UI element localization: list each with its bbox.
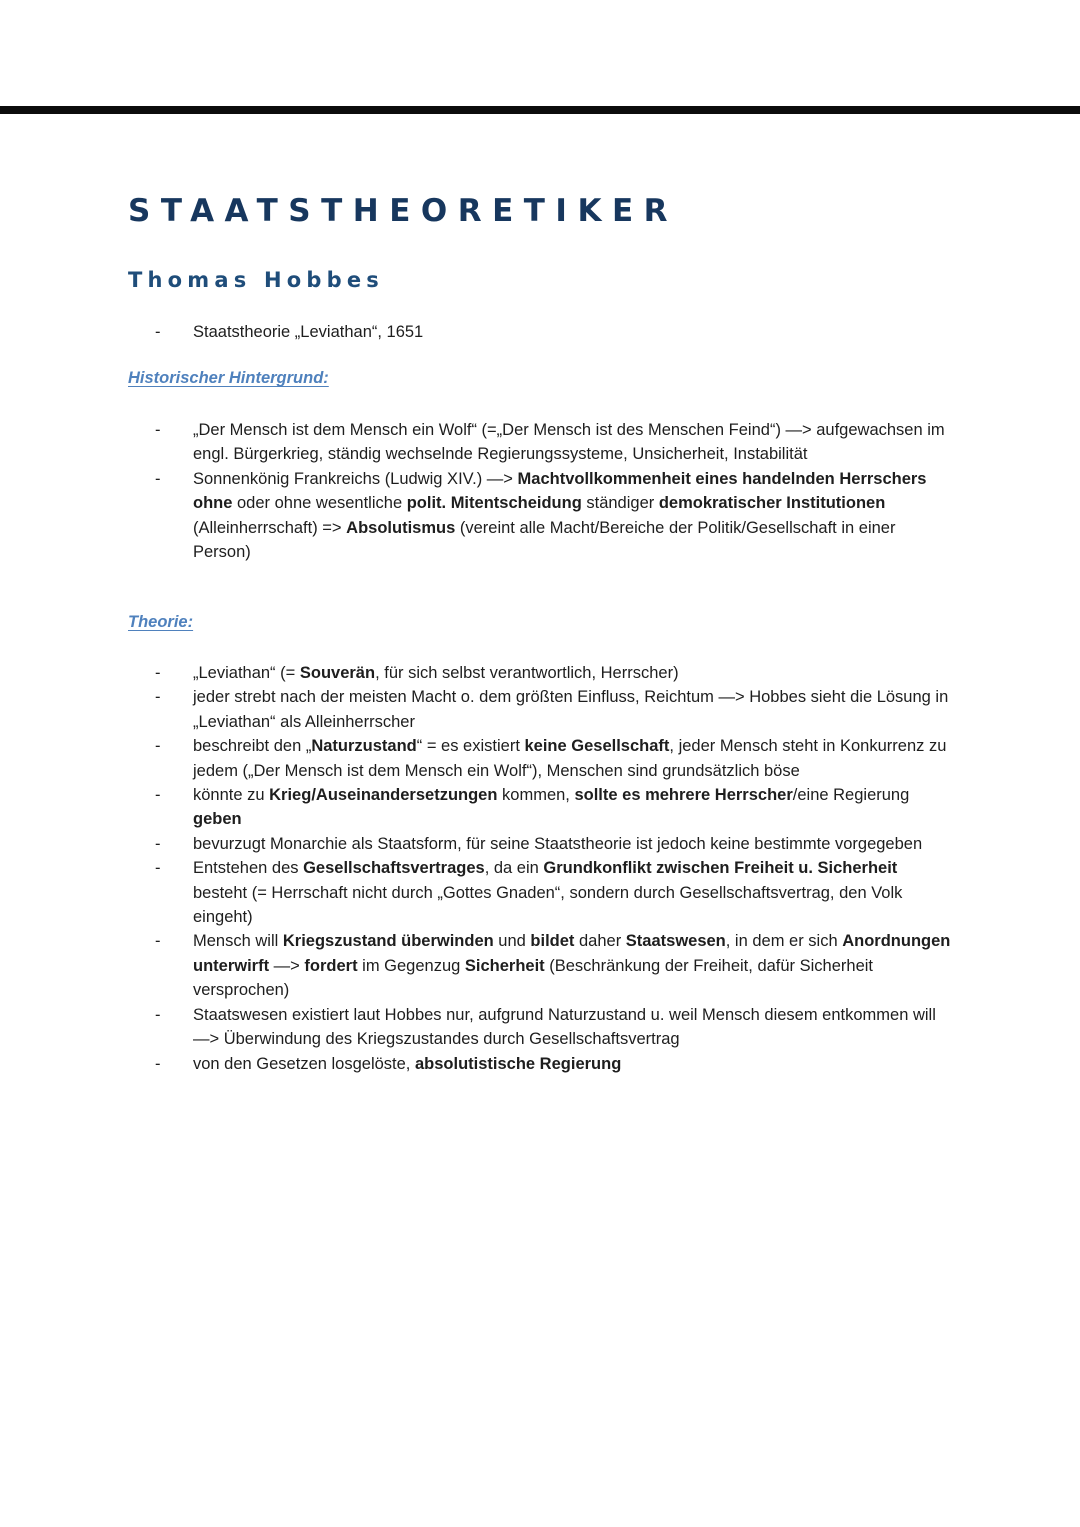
- text-run: und: [493, 932, 531, 951]
- document-subtitle: Thomas Hobbes: [128, 268, 384, 292]
- bold-text-run: sollte es mehrere Herrscher: [574, 786, 793, 805]
- text-run: , für sich selbst verantwortlich, Herrscher): [375, 664, 679, 682]
- text-run: Staatstheorie „Leviathan“, 1651: [193, 323, 424, 341]
- list-item-text: [193, 859, 902, 926]
- theorie-list: [0, 661, 1080, 1076]
- document-title: STAATSTHEORETIKER: [128, 193, 679, 229]
- text-run: im Gegenzug: [357, 956, 465, 975]
- list-item-text: [193, 421, 945, 463]
- bullet-dash: -: [155, 932, 161, 951]
- list-item: [0, 832, 1080, 856]
- list-item-text: [193, 664, 679, 682]
- list-item: [0, 929, 1080, 1002]
- bold-text-run: fordert: [304, 956, 358, 975]
- bold-text-run: Absolutismus: [346, 518, 456, 537]
- bold-text-run: Naturzustand: [311, 737, 417, 756]
- list-item: [0, 467, 1080, 565]
- bold-text-run: Machtvollkommenheit eines handelnden Herrschers ohne: [193, 469, 927, 513]
- text-run: —>: [269, 956, 305, 975]
- text-run: kommen,: [497, 786, 575, 805]
- bold-text-run: bildet: [530, 932, 575, 951]
- bullet-dash: -: [155, 1054, 161, 1073]
- text-run: „Der Mensch ist dem Mensch ein Wolf“ (=„Der Mensch ist des Menschen Feind“) —> aufgewachsen im engl. Bürgerkrieg, ständig wechselnde Regierungssysteme, Unsicherheit, Instabilität: [193, 421, 945, 464]
- bullet-dash: -: [155, 421, 161, 439]
- text-run: beschreibt den „: [193, 737, 312, 756]
- bold-text-run: absolutistische Regierung: [414, 1054, 622, 1073]
- bold-text-run: geben: [193, 810, 242, 829]
- bullet-dash: -: [155, 664, 161, 682]
- bullet-dash: -: [155, 859, 161, 878]
- text-run: Mensch will: [193, 932, 283, 951]
- section-heading-historischer-hintergrund: Historischer Hintergrund:: [128, 369, 329, 387]
- list-item-text: [193, 786, 909, 828]
- text-run: “ = es existiert: [416, 737, 525, 756]
- text-run: besteht (= Herrschaft nicht durch „Gottes Gnaden“, sondern durch Gesellschaftsvertrag, den Volk eingeht): [193, 883, 903, 927]
- list-item: [0, 734, 1080, 783]
- list-item-text: [193, 1055, 621, 1073]
- historischer-hintergrund-list: [0, 418, 1080, 564]
- text-run: (vereint alle Macht/Bereiche der Politik/Gesellschaft in einer Person): [193, 518, 896, 562]
- text-run: könnte zu: [193, 786, 270, 805]
- bullet-dash: -: [155, 469, 161, 488]
- text-run: (Beschränkung der Freiheit, dafür Sicherheit versprochen): [193, 956, 874, 1000]
- list-item: [0, 1052, 1080, 1076]
- list-item: [0, 685, 1080, 734]
- list-item: [0, 661, 1080, 685]
- bold-text-run: Gesellschaftsvertrages: [303, 859, 485, 878]
- list-item: [0, 320, 1080, 344]
- bold-text-run: keine Gesellschaft: [524, 737, 670, 756]
- bullet-dash: -: [155, 786, 161, 805]
- text-run: oder ohne wesentliche: [232, 494, 407, 513]
- section-heading-theorie: Theorie:: [128, 613, 194, 631]
- text-run: Entstehen des: [193, 859, 304, 878]
- top-rule: [0, 106, 1080, 114]
- list-item: [0, 418, 1080, 467]
- list-item-text: [193, 932, 950, 999]
- text-run: Staatswesen existiert laut Hobbes nur, aufgrund Naturzustand u. weil Mensch diesem entkommen will —> Überwindung des Kriegszustandes durch Gesellschaftsvertrag: [193, 1005, 936, 1049]
- bold-text-run: Souverän: [299, 664, 376, 682]
- bold-text-run: Kriegszustand überwinden: [282, 932, 494, 951]
- text-run: , in dem er sich: [725, 932, 843, 951]
- bullet-dash: -: [155, 737, 161, 756]
- bullet-dash: -: [155, 1005, 161, 1024]
- list-item-text: [193, 737, 946, 779]
- bullet-dash: -: [155, 688, 161, 707]
- list-item-text: [193, 835, 922, 853]
- text-run: jeder strebt nach der meisten Macht o. dem größten Einfluss, Reichtum —> Hobbes sieht die Lösung in „Leviathan“ als Alleinherrscher: [193, 688, 949, 731]
- text-run: , jeder Mensch steht in Konkurrenz zu jedem („Der Mensch ist dem Mensch ein Wolf“), Menschen sind grundsätzlich böse: [193, 737, 947, 780]
- text-run: (Alleinherrschaft) =>: [193, 518, 347, 537]
- list-item-text: [193, 470, 927, 561]
- bullet-dash: -: [155, 323, 161, 341]
- text-run: bevurzugt Monarchie als Staatsform, für seine Staatstheorie ist jedoch keine bestimmte vorgegeben: [193, 834, 923, 853]
- text-run: daher: [574, 932, 626, 951]
- list-item-text: [193, 688, 948, 730]
- bullet-dash: -: [155, 834, 161, 853]
- bold-text-run: polit. Mitentscheidung: [406, 494, 582, 513]
- list-item-text: [193, 1006, 936, 1048]
- list-item: [0, 783, 1080, 832]
- text-run: Sonnenkönig Frankreichs (Ludwig XIV.) —>: [193, 469, 518, 488]
- bold-text-run: Grundkonflikt zwischen Freiheit u. Sicherheit: [543, 859, 898, 878]
- text-run: /eine Regierung: [792, 786, 910, 805]
- text-run: ständiger: [581, 494, 659, 513]
- bold-text-run: demokratischer Institutionen: [658, 494, 886, 513]
- bold-text-run: Krieg/Auseinandersetzungen: [269, 786, 498, 805]
- list-item: [0, 1003, 1080, 1052]
- text-run: von den Gesetzen losgelöste,: [193, 1054, 415, 1073]
- text-run: „Leviathan“ (=: [193, 664, 300, 682]
- text-run: , da ein: [484, 859, 544, 878]
- list-item: [0, 856, 1080, 929]
- intro-list: [0, 320, 1080, 344]
- bold-text-run: Sicherheit: [464, 956, 545, 975]
- bold-text-run: Staatswesen: [625, 932, 726, 951]
- list-item-text: [193, 323, 423, 341]
- bold-text-run: Anordnungen unterwirft: [193, 932, 951, 975]
